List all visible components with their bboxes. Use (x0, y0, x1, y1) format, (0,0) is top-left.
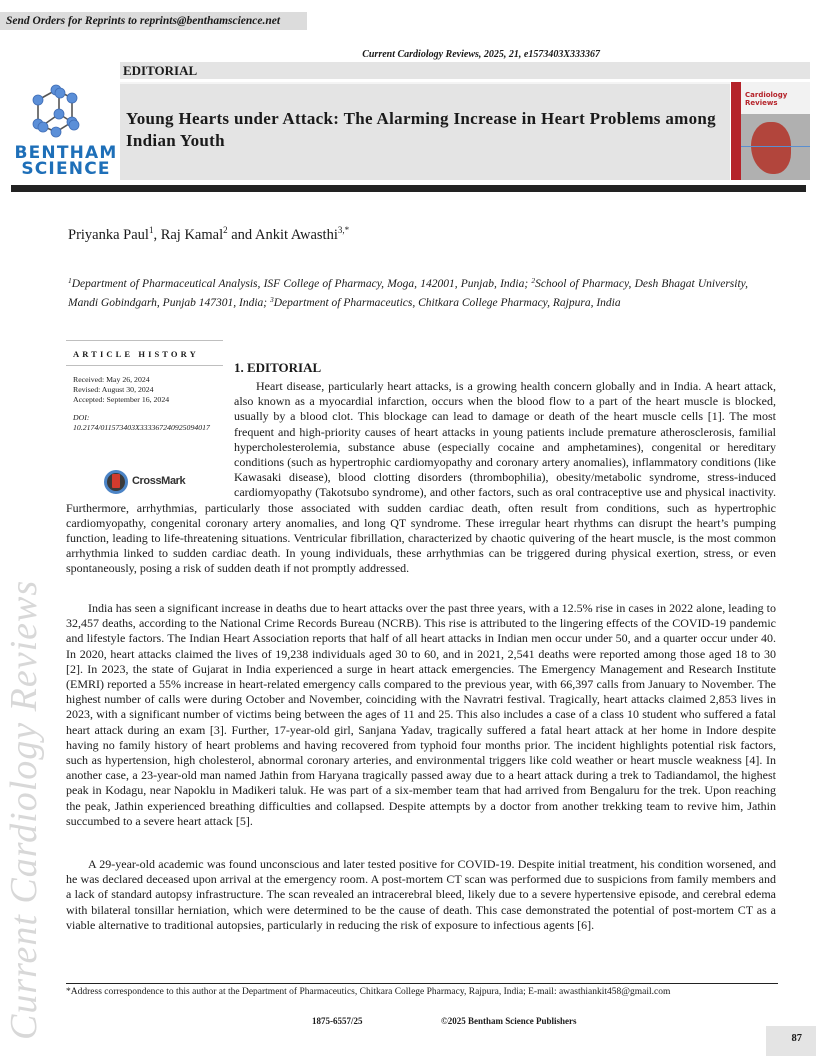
received-date: Received: May 26, 2024 (73, 375, 150, 384)
author-separator: , (153, 227, 161, 243)
journal-volume: 21 (508, 49, 519, 60)
molecule-icon (28, 80, 98, 142)
page-number: 87 (791, 1033, 802, 1044)
publisher-name-line2: SCIENCE (21, 159, 111, 179)
cover-title (745, 91, 787, 107)
body-paragraph: A 29-year-old academic was found unconscious and later tested positive for COVID-19. Despite initial treatment, his condition worsened, and he was declared deceased upon arrival at the emergency room. A post-mortem CT scan was performed due to suspicions from family members and a lack of standard autopsy infrastructure. The scan revealed an intracerebral bleed, likely due to a severe hypertensive episode, and cerebral edema with bilateral tonsillar herniation, which were determined to be the cause of death. This case demonstrated the potential of post-mortem CT as a viable alternative to traditional autopsies, particularly in reducing the risk of exposure to infectious agents [6]. (66, 857, 776, 932)
history-float-spacer (66, 379, 234, 492)
correspondence-footnote: *Address correspondence to this author at the Department of Pharmaceutics, Chitkara College Pharmacy, Rajpura, India; E-mail: awasthiankit458@gmail.com (66, 987, 671, 997)
article-type-label: EDITORIAL (120, 62, 810, 79)
heart-illustration-icon (751, 122, 791, 174)
article-title: Young Hearts under Attack: The Alarming Increase in Heart Problems among Indian Youth (126, 109, 716, 150)
journal-name: Current Cardiology Reviews (362, 49, 479, 60)
reprint-banner: Send Orders for Reprints to reprints@benthamscience.net (0, 12, 307, 30)
publisher-wordmark (10, 145, 122, 177)
affiliation-mark: 1 (68, 276, 72, 285)
author-list (68, 225, 349, 244)
journal-citation: Current Cardiology Reviews, 2025, 21, e1573403X333367 (362, 49, 600, 60)
page-number-box (766, 1026, 816, 1056)
issn: 1875-6557/25 (312, 1016, 363, 1026)
author-name: Ankit Awasthi (255, 227, 338, 243)
author-affiliation-mark: 2 (223, 225, 228, 235)
footnote-divider (66, 983, 778, 984)
cover-spine (731, 82, 741, 180)
crossmark-label: CrossMark (132, 475, 186, 487)
cover-title-line2: Cardiology (745, 91, 788, 99)
title-banner (120, 82, 730, 180)
affiliation-mark: 2 (531, 276, 536, 285)
accepted-date: Accepted: September 16, 2024 (73, 395, 170, 404)
journal-watermark: Current Cardiology Reviews (3, 579, 45, 1040)
copyright: ©2025 Bentham Science Publishers (441, 1016, 577, 1026)
author-affiliation-mark: 3,* (337, 225, 350, 235)
publisher-name-line1: BENTHAM (14, 143, 118, 163)
header-divider (11, 185, 806, 192)
affiliation: Department of Pharmaceutical Analysis, ISF College of Pharmacy, Moga, 142001, Punjab, India; (71, 278, 532, 290)
doi-link[interactable]: 10.2174/011573403X333367240925094017 (73, 423, 210, 432)
affiliations (68, 273, 748, 311)
journal-cover-thumbnail (731, 82, 810, 180)
publisher-logo (8, 80, 118, 180)
author-name: Raj Kamal (160, 227, 224, 243)
article-id: e1573403X333367 (523, 49, 600, 60)
doi-label: DOI: (73, 413, 90, 422)
author-name: Priyanka Paul (68, 227, 149, 243)
cover-title-line3: Reviews (745, 99, 778, 107)
section-heading: 1. EDITORIAL (234, 360, 322, 375)
journal-year: 2025 (483, 49, 504, 60)
affiliation-mark: 3 (270, 295, 274, 304)
article-history-heading: ARTICLE HISTORY (73, 349, 199, 359)
author-affiliation-mark: 1 (148, 225, 154, 235)
cover-header (741, 82, 810, 114)
body-paragraph: Heart disease, particularly heart attacks, is a growing health concern globally and in India. A heart attack, also known as a myocardial infarction, occurs when the blood flow to a part of the heart muscle is blocked, usually by a blood clot. This blockage can lead to damage or death of the heart muscle cells [1]. The most frequent and high-priority causes of heart attacks in young patients include premature atherosclerosis, familial hypercholesterolemia, substance abuse (especially cocaine and amphetamines), congenital or hereditary conditions (such as hypertrophic cardiomyopathy and coronary artery anomalies), inflammatory conditions (like Kawasaki disease), blood clotting disorders (thrombophilia), obesity/metabolic syndrome, stress-induced cardiomyopathy (Takotsubo syndrome), and other factors, such as oral contraceptive use and physical inactivity. Furthermore, arrhythmias, particularly those associated with sudden cardiac death, often result from conditions, such as hypertrophic cardiomyopathy, congenital coronary artery anomalies, and long QT syndrome. These irregular heart rhythms can disrupt the heart’s pumping function, leading to life-threatening situations. Ventricular fibrillation, characterized by chaotic quivering of the heart muscle, is the most common arrhythmia linked to sudden cardiac death. In young individuals, these arrhythmias can be triggered during physical exertion, stress, or even spontaneously, posing a risk of sudden death if not promptly addressed. (66, 379, 776, 576)
body-paragraph: India has seen a significant increase in deaths due to heart attacks over the past three years, with a 12.5% rise in cases in 2022 alone, leading to 32,457 deaths, according to the National Crime Records Bureau (NCRB). This rise is attributed to the lingering effects of the COVID-19 pandemic and lifestyle factors. The Indian Heart Association reports that half of all heart attacks in Indian men occur under 50, and a quarter occur under 40. In 2020, heart attacks claimed the lives of 19,238 individuals aged 30 to 60, and in 2021, 2,541 deaths were reported among those aged 18 to 30 [2]. In 2023, the state of Gujarat in India experienced a surge in heart attack emergencies. The Emergency Management and Research Institute (EMRI) reported a 55% increase in heart-related emergency calls compared to the previous year, with 66,397 calls from January to November. The highest number of calls were during October and November, coinciding with the Navratri festival. Tragically, heart attacks claimed 2,853 lives in 2023, with a significant number of victims being between the ages of 11 and 25. This also includes a case of a class 10 student who suffered a fatal heart attack during an exam [3]. Further, 17-year-old girl, Sanjana Yadav, tragically suffered a fatal heart attack at her home in Indore despite having no family history of heart problems and having recovered from typhoid four months prior. The incident highlights potential risk factors, such as hypertension, high cholesterol, abnormal coronary arteries, and environmental triggers like cold weather or heart muscle weakness [4]. In another case, a 23-year-old man named Jathin from Haryana tragically passed away due to a heart attack during a trek to Tadiandamol, the highest peak in Kodagu, near Napoklu in Madikeri taluk. He was part of a six-member team that had arrived from Bengaluru for the trek. Upon reaching the peak, Jathin experienced breathing difficulties and collapsed. Despite attempts by a doctor from another trekking team to revive him, Jathin succumbed to a severe heart attack [5]. (66, 601, 776, 828)
affiliation: School of Pharmacy, Desh Bhagat University, Mandi Gobindgarh, Punjab 147301, India; (68, 278, 748, 309)
revised-date: Revised: August 30, 2024 (73, 385, 154, 394)
author-separator: and (227, 227, 256, 243)
paragraph-1-container (66, 379, 776, 577)
affiliation: Department of Pharmaceutics, Chitkara College Pharmacy, Rajpura, India (273, 297, 621, 309)
ecg-line (741, 146, 810, 147)
